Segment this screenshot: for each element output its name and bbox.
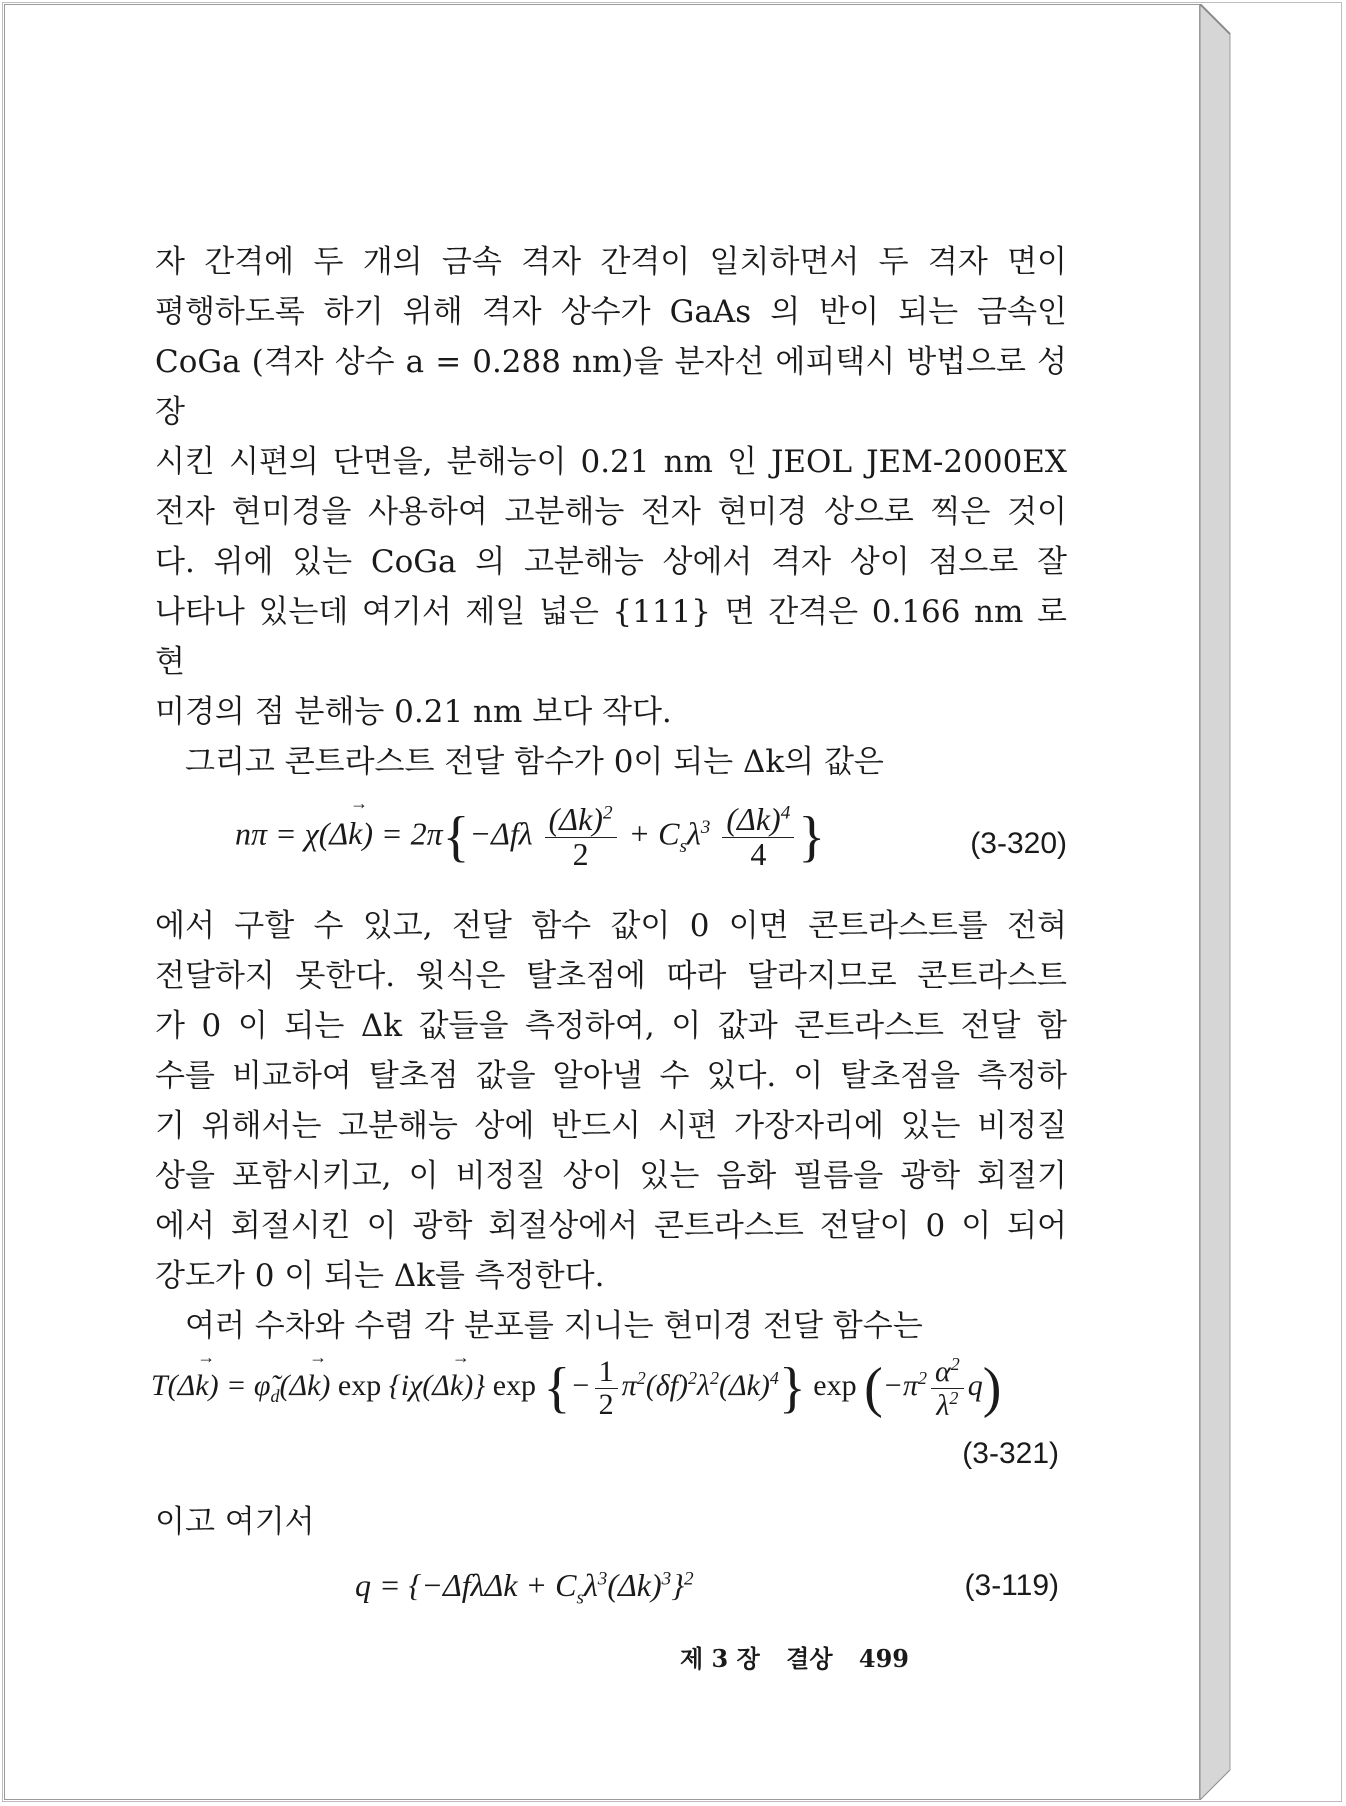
equation-number: (3-119)	[964, 1569, 1059, 1602]
equation-3-320	[155, 793, 1067, 893]
text-line: 평행하도록 하기 위해 격자 상수가 GaAs 의 반이 되는 금속인	[155, 294, 1067, 330]
text-line: 에서 구할 수 있고, 전달 함수 값이 0 이면 콘트라스트를 전혀	[155, 908, 1067, 944]
text-line: 상을 포함시키고, 이 비정질 상이 있는 음화 필름을 광학 회절기	[155, 1158, 1067, 1194]
book-page	[4, 4, 1200, 1800]
text-line: 전달하지 못한다. 윗식은 탈초점에 따라 달라지므로 콘트라스트	[155, 958, 1067, 994]
text-line: 시킨 시편의 단면을, 분해능이 0.21 nm 인 JEOL JEM-2000EX	[155, 444, 1067, 480]
text-line: 전자 현미경을 사용하여 고분해능 전자 현미경 상으로 찍은 것이	[155, 494, 1067, 530]
text-line: 자 간격에 두 개의 금속 격자 간격이 일치하면서 두 격자 면이	[155, 244, 1067, 280]
paragraph-4: 여러 수차와 수렴 각 분포를 지니는 현미경 전달 함수는	[185, 1308, 923, 1344]
page-number: 499	[858, 1644, 909, 1673]
page-footer	[662, 1639, 909, 1674]
paragraph-5: 이고 여기서	[155, 1504, 315, 1540]
equation-number-row	[155, 1437, 1067, 1487]
equation-body: $q = \{-\Delta f\lambda\Delta k + C_s\lambda^3(\Delta k)^3\}^2$	[355, 1567, 694, 1609]
equation-number: (3-321)	[962, 1437, 1059, 1470]
chapter-title: 결상	[786, 1644, 833, 1673]
paragraph-3	[155, 901, 1067, 1301]
text-line: 다. 위에 있는 CoGa 의 고분해능 상에서 격자 상이 점으로 잘	[155, 544, 1067, 580]
equation-number: (3-320)	[970, 827, 1067, 860]
equation-body: T(Δk →) = $\varphĩ_d(\Delta k$ →) exp {iχ(Δk →)} exp {− $\frac{1}{2}$ $\pi^2(\delta f)^2\lambda^2(\Delta k)^4$} $\exp (-\pi^2$ $\frac{\alpha^2}{\lambda^2}$ q)	[151, 1355, 1001, 1421]
text-line: 기 위해서는 고분해능 상에 반드시 시편 가장자리에 있는 비정질	[155, 1108, 1067, 1144]
equation-3-321	[151, 1351, 1067, 1437]
text-line: 미경의 점 분해능 0.21 nm 보다 작다.	[155, 694, 672, 730]
text-line: 수를 비교하여 탈초점 값을 알아낼 수 있다. 이 탈초점을 측정하	[155, 1058, 1067, 1094]
text-line: 나타나 있는데 여기서 제일 넓은 {111} 면 간격은 0.166 nm 로 현	[155, 594, 1067, 680]
text-line: 가 0 이 되는 Δk 값들을 측정하여, 이 값과 콘트라스트 전달 함	[155, 1008, 1067, 1044]
page-content	[151, 237, 1067, 1633]
equation-body: nπ = χ(Δk →) = 2π{−Δfλ $\frac{(\Delta k)^2}{2}$ + $C_s\lambda^3$ $\frac{(\Delta k)^4}{4}$ }	[235, 803, 825, 871]
paragraph-1	[155, 237, 1067, 737]
text-line: CoGa (격자 상수 a = 0.288 nm)을 분자선 에피택시 방법으로 성장	[155, 344, 1067, 430]
equation-3-119	[155, 1553, 1067, 1633]
text-line: 에서 회절시킨 이 광학 회절상에서 콘트라스트 전달이 0 이 되어	[155, 1208, 1067, 1244]
text-line: 강도가 0 이 되는 Δk를 측정한다.	[155, 1258, 605, 1294]
page-stack-edge	[1200, 4, 1260, 1800]
chapter-label: 제 3 장	[680, 1644, 760, 1673]
paragraph-2: 그리고 콘트라스트 전달 함수가 0이 되는 Δk의 값은	[185, 744, 884, 780]
